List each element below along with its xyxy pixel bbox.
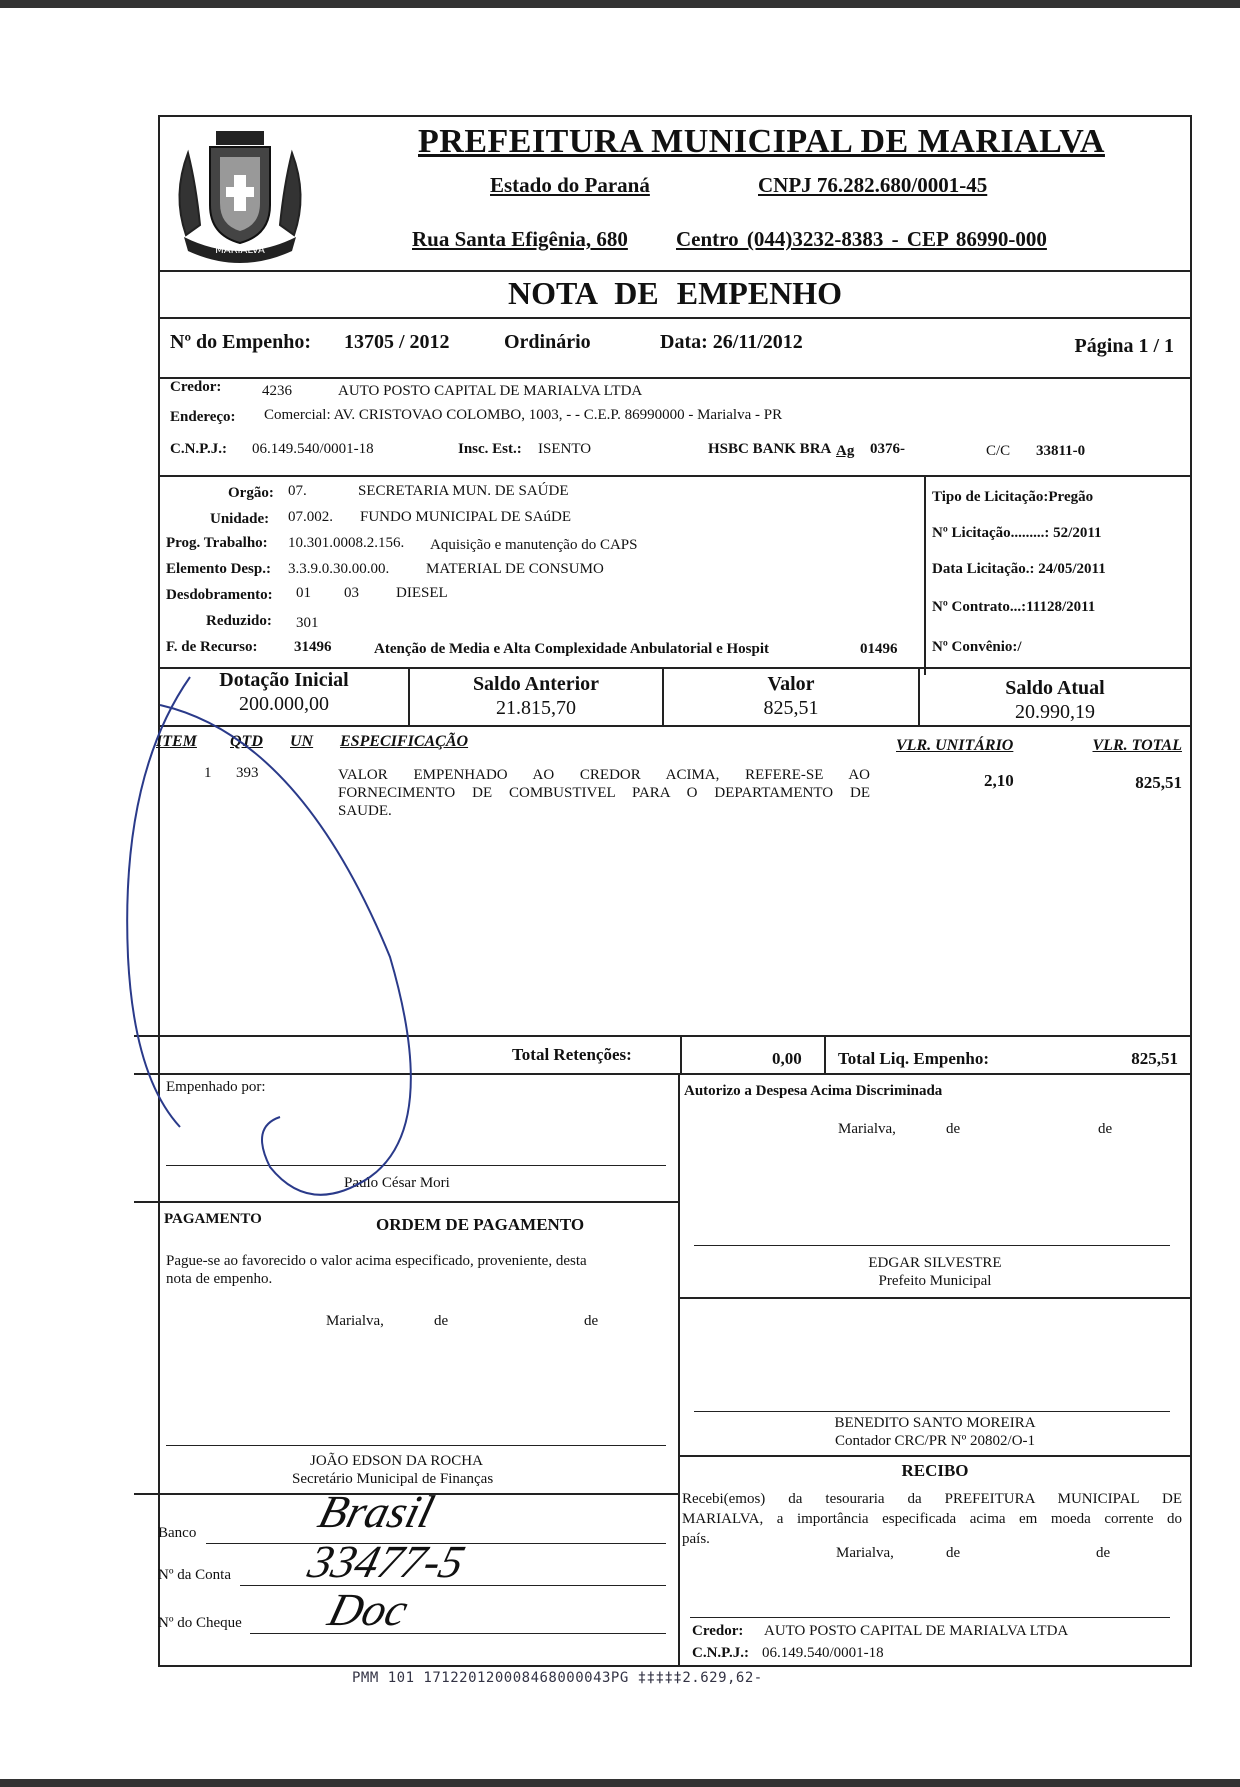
divider: [680, 1455, 1190, 1457]
recurso-value: 31496: [294, 639, 332, 655]
recurso-code: 01496: [860, 641, 898, 657]
col-item-header: ITEM: [156, 733, 197, 750]
recurso-label: F. de Recurso:: [166, 639, 258, 655]
bank-name: HSBC BANK BRA: [708, 441, 832, 457]
recibo-text-line1: Recebi(emos) da tesouraria da PREFEITURA MUNICIPAL DE: [682, 1491, 1182, 1507]
orgao-desc: SECRETARIA MUN. DE SAÚDE: [358, 483, 569, 499]
cc-value: 33811-0: [1036, 443, 1086, 459]
item-spec-line3: SAUDE.: [338, 803, 392, 819]
prefeito-name: EDGAR SILVESTRE: [868, 1255, 1002, 1271]
unidade-desc: FUNDO MUNICIPAL DE SAúDE: [360, 509, 571, 525]
valor-value: 825,51: [763, 697, 819, 719]
item-unit-value: 2,10: [984, 771, 1014, 790]
unidade-value: 07.002.: [288, 509, 333, 525]
page-number: Página 1 / 1: [1074, 335, 1174, 357]
dotacao-label: Dotação Inicial: [219, 669, 349, 691]
pagamento-label: PAGAMENTO: [164, 1211, 262, 1227]
recibo-de-1: de: [946, 1545, 961, 1561]
contador-name: BENEDITO SANTO MOREIRA: [834, 1415, 1036, 1431]
header-state: Estado do Paraná: [490, 173, 650, 197]
conta-label: Nº da Conta: [158, 1567, 231, 1583]
agency-label: Ag: [836, 443, 855, 459]
desdobramento-b: 03: [344, 585, 359, 601]
credor-address: Comercial: AV. CRISTOVAO COLOMBO, 1003, - - C.E.P. 86990000 - Marialva - PR: [264, 407, 783, 423]
reduzido-value: 301: [296, 615, 319, 631]
empenho-date: Data: 26/11/2012: [660, 331, 803, 353]
orgao-value: 07.: [288, 483, 307, 499]
recibo-cnpj: 06.149.540/0001-18: [762, 1645, 884, 1661]
item-qtd: 393: [236, 765, 259, 781]
empenho-number: 13705 / 2012: [344, 331, 450, 353]
empenho-type: Ordinário: [504, 331, 591, 353]
form-frame: [158, 115, 1192, 1667]
item-spec-line1: VALOR EMPENHADO AO CREDOR ACIMA, REFERE-SE AO: [338, 767, 870, 783]
prog-desc: Aquisição e manutenção do CAPS: [430, 537, 638, 553]
prog-label: Prog. Trabalho:: [166, 535, 268, 551]
header-cnpj: CNPJ 76.282.680/0001-45: [758, 173, 988, 197]
prefeito-cargo: Prefeito Municipal: [878, 1273, 992, 1289]
secretario-name: JOÃO EDSON DA ROCHA: [310, 1453, 483, 1469]
col-spec-header: ESPECIFICAÇÃO: [340, 733, 469, 750]
col-total-header: VLR. TOTAL: [1092, 737, 1182, 754]
empenhado-por-name: Paulo César Mori: [344, 1175, 450, 1191]
pagamento-text-line2: nota de empenho.: [166, 1271, 273, 1287]
recibo-text-line3: país.: [682, 1531, 710, 1547]
recibo-cnpj-label: C.N.P.J.:: [692, 1645, 749, 1661]
signature-line: [690, 1617, 1170, 1618]
signature-line: [166, 1445, 666, 1446]
pagamento-de-2: de: [584, 1313, 599, 1329]
divider: [680, 1035, 682, 1073]
licitacao-data: Data Licitação.: 24/05/2011: [932, 561, 1106, 577]
desdobramento-a: 01: [296, 585, 311, 601]
pagamento-de-1: de: [434, 1313, 449, 1329]
insc-label: Insc. Est.:: [458, 441, 522, 457]
credor-label: Credor:: [170, 379, 222, 395]
divider: [924, 475, 926, 675]
municipal-crest: [166, 125, 314, 271]
recibo-text-line2: MARIALVA, a importância especificada acima em moeda corrente do: [682, 1511, 1182, 1527]
autorizo-place: Marialva,: [838, 1121, 896, 1137]
saldo-anterior-value: 21.815,70: [496, 697, 576, 719]
contador-cargo: Contador CRC/PR Nº 20802/O-1: [834, 1433, 1036, 1449]
elemento-desc: MATERIAL DE CONSUMO: [426, 561, 604, 577]
desdobramento-desc: DIESEL: [396, 585, 448, 601]
cheque-line: [250, 1633, 666, 1634]
convenio-numero: Nº Convênio:/: [932, 639, 1022, 655]
secretario-cargo: Secretário Municipal de Finanças: [292, 1471, 494, 1487]
autorizo-text: Autorizo a Despesa Acima Discriminada: [684, 1083, 943, 1099]
retencoes-label: Total Retenções:: [512, 1045, 632, 1064]
divider: [680, 1297, 1190, 1299]
scan-bottom-edge: [0, 1779, 1240, 1787]
col-un-header: UN: [290, 733, 314, 750]
pagamento-place: Marialva,: [326, 1313, 384, 1329]
endereco-label: Endereço:: [170, 409, 236, 425]
retencoes-value: 0,00: [772, 1049, 802, 1068]
unidade-label: Unidade:: [210, 511, 270, 527]
empenho-number-label: Nº do Empenho:: [170, 331, 312, 353]
item-number: 1: [204, 765, 212, 781]
footer-stamp: PMM 101 171220120008468000043PG ‡‡‡‡‡2.629,62-: [352, 1670, 763, 1686]
banco-label: Banco: [158, 1525, 197, 1541]
saldo-atual-value: 20.990,19: [1015, 701, 1095, 723]
document-title: NOTA DE EMPENHO: [507, 275, 843, 311]
recibo-credor-label: Credor:: [692, 1623, 744, 1639]
pagamento-text-line1: Pague-se ao favorecido o valor acima especificado, proveniente, desta: [166, 1253, 587, 1269]
recibo-de-2: de: [1096, 1545, 1111, 1561]
agency-value: 0376-: [870, 441, 905, 457]
cheque-handwritten: Doc: [323, 1584, 414, 1635]
hand-drawn-circle: [120, 657, 460, 1297]
autorizo-de-1: de: [946, 1121, 961, 1137]
elemento-label: Elemento Desp.:: [166, 561, 271, 577]
divider: [160, 475, 1190, 477]
divider: [824, 1035, 826, 1073]
valor-label: Valor: [767, 673, 815, 695]
liquido-label: Total Liq. Empenho:: [838, 1049, 989, 1068]
cheque-label: Nº do Cheque: [158, 1615, 242, 1631]
orgao-label: Orgão:: [228, 485, 274, 501]
saldo-anterior-label: Saldo Anterior: [472, 673, 600, 695]
item-total-value: 825,51: [1135, 773, 1182, 792]
liquido-value: 825,51: [1131, 1049, 1178, 1068]
desdobramento-label: Desdobramento:: [166, 587, 273, 603]
divider: [160, 317, 1190, 319]
header-contact: Centro (044)3232-8383 - CEP 86990-000: [676, 227, 1047, 251]
header-address: Rua Santa Efigênia, 680: [412, 227, 628, 251]
divider: [160, 270, 1190, 272]
autorizo-de-2: de: [1098, 1121, 1113, 1137]
recibo-title: RECIBO: [901, 1461, 969, 1480]
item-spec-line2: FORNECIMENTO DE COMBUSTIVEL PARA O DEPARTAMENTO DE: [338, 785, 870, 801]
licitacao-tipo: Tipo de Licitação:Pregão: [932, 489, 1094, 505]
empenhado-por-label: Empenhado por:: [166, 1079, 266, 1095]
contrato-numero: Nº Contrato...:11128/2011: [932, 599, 1096, 615]
licitacao-numero: Nº Licitação.........: 52/2011: [932, 525, 1102, 541]
col-qtd-header: QTD: [230, 733, 263, 750]
recibo-credor-name: AUTO POSTO CAPITAL DE MARIALVA LTDA: [764, 1623, 1069, 1639]
ordem-pagamento-label: ORDEM DE PAGAMENTO: [376, 1215, 585, 1234]
insc-value: ISENTO: [538, 441, 592, 457]
divider: [160, 377, 1190, 379]
saldo-atual-label: Saldo Atual: [1005, 677, 1105, 699]
header-title: PREFEITURA MUNICIPAL DE MARIALVA: [418, 123, 1105, 160]
credor-name: AUTO POSTO CAPITAL DE MARIALVA LTDA: [338, 383, 643, 399]
reduzido-label: Reduzido:: [206, 613, 272, 629]
crest-banner-text: MARIALVA: [215, 245, 265, 256]
scan-top-edge: [0, 0, 1240, 8]
signature-line: [694, 1245, 1170, 1246]
cnpj-label: C.N.P.J.:: [170, 441, 227, 457]
elemento-value: 3.3.9.0.30.00.00.: [288, 561, 390, 577]
col-unit-header: VLR. UNITÁRIO: [896, 737, 1014, 754]
recurso-desc: Atenção de Media e Alta Complexidade Anbulatorial e Hospit: [374, 641, 769, 657]
prog-value: 10.301.0008.2.156.: [288, 535, 405, 551]
cc-label: C/C: [986, 443, 1011, 459]
signature-line: [694, 1411, 1170, 1412]
divider: [678, 1073, 680, 1665]
conta-handwritten: 33477-5: [303, 1536, 471, 1587]
recibo-place: Marialva,: [836, 1545, 894, 1561]
credor-code: 4236: [262, 383, 292, 399]
banco-handwritten: Brasil: [313, 1486, 440, 1537]
dotacao-value: 200.000,00: [239, 693, 329, 715]
credor-cnpj: 06.149.540/0001-18: [252, 441, 374, 457]
